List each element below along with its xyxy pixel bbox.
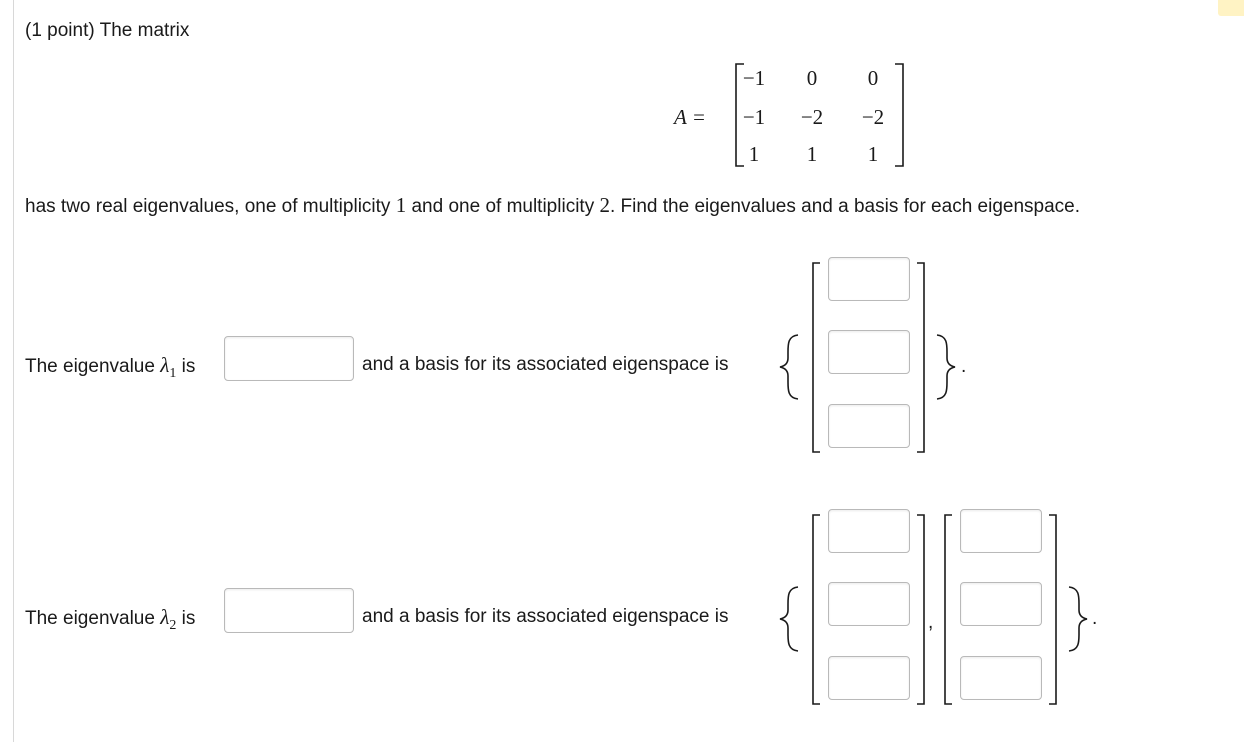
lambda-2-symbol: λ <box>160 605 170 629</box>
lambda-1-subscript: 1 <box>169 366 177 381</box>
eigenvalue-1-suffix: is <box>176 356 196 377</box>
eigenspace-1-vector-entry-3[interactable] <box>828 404 910 448</box>
eigenspace-2-text: and a basis for its associated eigenspace is <box>362 606 729 627</box>
eigenspace-2-a-left-bracket <box>813 515 820 704</box>
matrix-cell-2-1: 1 <box>806 142 818 166</box>
lambda-1-symbol: λ <box>160 353 170 377</box>
matrix-cell-1-2: −2 <box>861 105 885 129</box>
eigenvalue-2-input[interactable] <box>224 588 354 633</box>
statement-part1: has two real eigenvalues, one of multiplicity <box>25 196 396 217</box>
eigenspace-2-vector-a-entry-2[interactable] <box>828 582 910 626</box>
matrix-label-text: A = <box>674 105 706 129</box>
eigenvalue-2-prefix: The eigenvalue <box>25 608 161 629</box>
eigenspace-1-vector-entry-2[interactable] <box>828 330 910 374</box>
statement-part2: and one of multiplicity <box>406 196 600 217</box>
eigenspace-1-left-bracket <box>813 263 820 452</box>
eigenspace-2-vector-b-entry-2[interactable] <box>960 582 1042 626</box>
sticky-note-tab[interactable] <box>1218 0 1244 16</box>
eigenvalue-2-label <box>25 606 195 632</box>
matrix-cell-2-0: 1 <box>748 142 760 166</box>
matrix-cell-0-2: 0 <box>867 66 879 90</box>
eigenspace-2-a-right-bracket <box>917 515 924 704</box>
eigenvalue-1-input[interactable] <box>224 336 354 381</box>
matrix-a-right-bracket <box>895 64 903 166</box>
eigenspace-1-vector-entry-1[interactable] <box>828 257 910 301</box>
eigenspace-1-text: and a basis for its associated eigenspace is <box>362 354 729 375</box>
eigenspace-1-right-brace <box>937 335 955 399</box>
problem-statement <box>25 194 1080 218</box>
eigenspace-2-period: . <box>1092 608 1098 629</box>
eigenspace-2-b-right-bracket <box>1049 515 1056 704</box>
eigenspace-2-vector-b-entry-1[interactable] <box>960 509 1042 553</box>
eigenspace-2-vector-a-entry-3[interactable] <box>828 656 910 700</box>
eigenspace-2-vector-b-entry-3[interactable] <box>960 656 1042 700</box>
matrix-cell-0-1: 0 <box>806 66 818 90</box>
eigenspace-2-b-left-bracket <box>945 515 952 704</box>
multiplicity-two: 2 <box>599 193 610 217</box>
matrix-cell-2-2: 1 <box>867 142 879 166</box>
matrix-cell-1-1: −2 <box>800 105 824 129</box>
statement-part3: . Find the eigenvalues and a basis for each eigenspace. <box>609 196 1081 217</box>
eigenspace-2-vector-a-entry-1[interactable] <box>828 509 910 553</box>
matrix-cell-1-0: −1 <box>742 105 766 129</box>
problem-intro: (1 point) The matrix <box>25 20 190 41</box>
eigenvalue-1-label <box>25 354 195 380</box>
eigenspace-2-comma: , <box>928 612 934 633</box>
matrix-label <box>674 106 706 130</box>
eigenspace-1-left-brace <box>780 335 798 399</box>
eigenspace-1-right-bracket <box>917 263 924 452</box>
eigenspace-2-right-brace <box>1069 587 1087 651</box>
eigenvalue-2-suffix: is <box>176 608 196 629</box>
matrix-cell-0-0: −1 <box>742 66 766 90</box>
eigenspace-1-period: . <box>961 356 967 377</box>
lambda-2-subscript: 2 <box>169 618 177 633</box>
multiplicity-one: 1 <box>395 193 407 217</box>
eigenspace-2-left-brace <box>780 587 798 651</box>
left-divider <box>13 0 14 742</box>
eigenvalue-1-prefix: The eigenvalue <box>25 356 161 377</box>
